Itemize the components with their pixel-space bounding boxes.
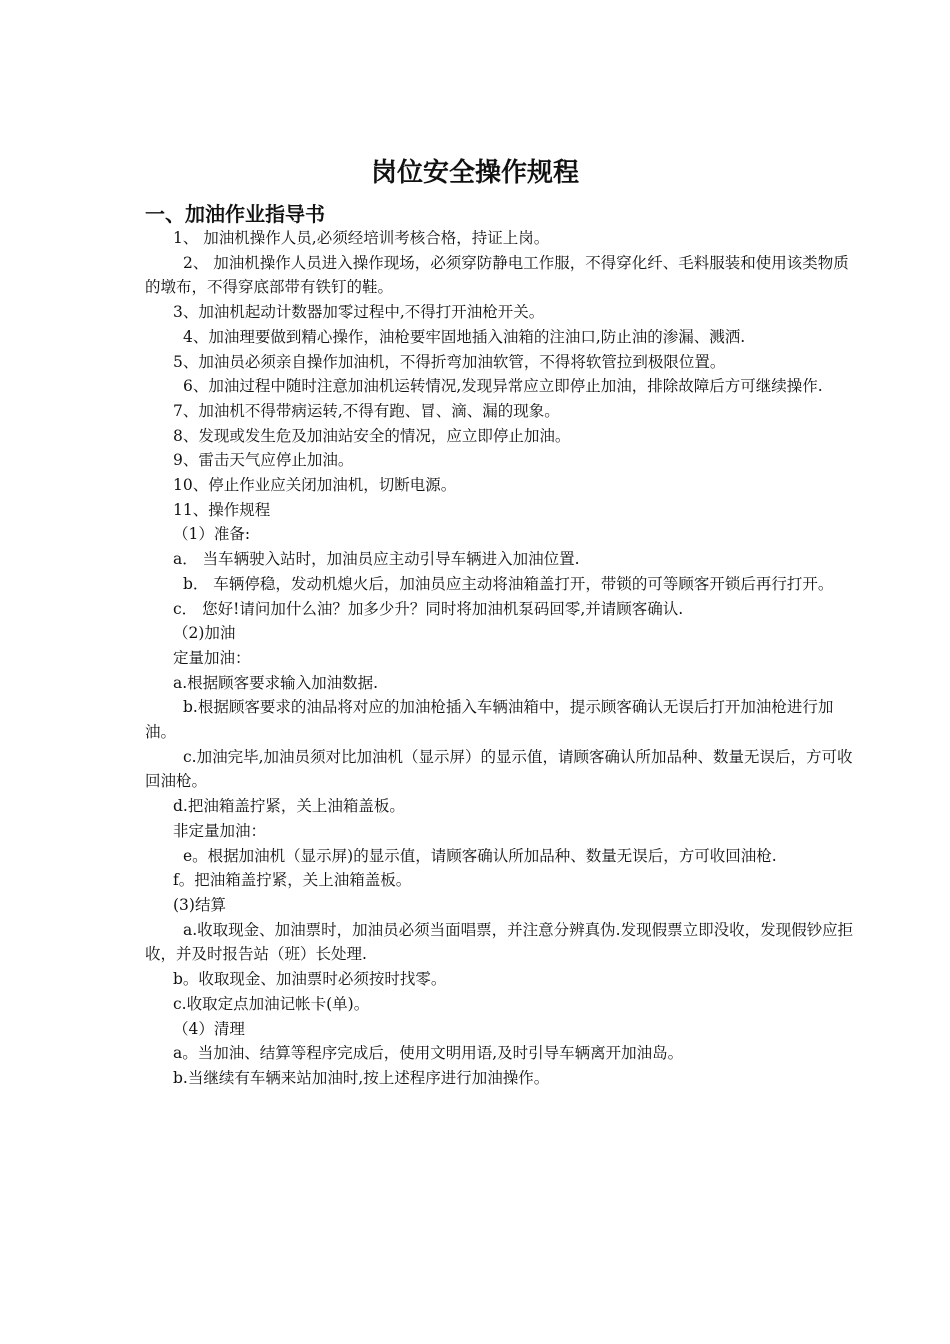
step-refuel-heading: （2)加油: [173, 624, 236, 643]
refuel-step-d: d.把油箱盖拧紧，关上油箱盖板。: [173, 797, 405, 816]
prepare-step-a: a． 当车辆驶入站时，加油员应主动引导车辆进入加油位置.: [173, 550, 580, 569]
prepare-step-c: c． 您好!请问加什么油？加多少升？同时将加油机泵码回零,并请顾客确认.: [173, 599, 684, 618]
refuel-step-b: b.根据顾客要求的油品将对应的加油枪插入车辆油箱中，提示顾客确认无误后打开加油枪进行加油。: [145, 698, 834, 742]
paragraph-item-5: 5、加油员必须亲自操作加油机，不得折弯加油软管，不得将软管拉到极限位置。: [173, 352, 726, 371]
fixed-refuel-heading: 定量加油：: [173, 648, 251, 667]
paragraph-item-6: 6、加油过程中随时注意加油机运转情况,发现异常应立即停止加油，排除故障后方可继续操作.: [183, 377, 823, 396]
paragraph-item-10: 10、停止作业应关闭加油机，切断电源。: [173, 476, 457, 495]
settle-step-a: a.收取现金、加油票时，加油员必须当面唱票，并注意分辨真伪.发现假票立即没收，发现假钞应拒收，并及时报告站（班）长处理.: [145, 920, 854, 964]
settle-step-b: b。收取现金、加油票时必须按时找零。: [173, 970, 447, 989]
prepare-step-b: b． 车辆停稳，发动机熄火后，加油员应主动将油箱盖打开，带锁的可等顾客开锁后再行打开。: [183, 574, 834, 593]
step-settle-heading: (3)结算: [173, 895, 226, 914]
cleanup-step-b: b.当继续有车辆来站加油时,按上述程序进行加油操作。: [173, 1068, 550, 1087]
step-prepare-heading: （1）准备:: [173, 525, 251, 544]
paragraph-item-1: 1、 加油机操作人员,必须经培训考核合格，持证上岗。: [173, 229, 550, 247]
paragraph-item-4: 4、加油理要做到精心操作，油枪要牢固地插入油箱的注油口,防止油的渗漏、溅洒.: [183, 327, 746, 346]
step-cleanup-heading: （4）清理: [173, 1019, 245, 1038]
paragraph-item-11: 11、操作规程: [173, 500, 271, 519]
open-refuel-heading: 非定量加油：: [173, 821, 267, 840]
paragraph-item-8: 8、发现或发生危及加油站安全的情况，应立即停止加油。: [173, 426, 571, 445]
refuel-step-e: e。根据加油机（显示屏)的显示值，请顾客确认所加品种、数量无误后，方可收回油枪.: [183, 846, 777, 865]
document-body: [145, 226, 855, 1091]
refuel-step-c: c.加油完毕,加油员须对比加油机（显示屏）的显示值，请顾客确认所加品种、数量无误后，方可收回油枪。: [145, 747, 853, 791]
cleanup-step-a: a。当加油、结算等程序完成后，使用文明用语,及时引导车辆离开加油岛。: [173, 1044, 684, 1063]
paragraph-item-7: 7、加油机不得带病运转,不得有跑、冒、滴、漏的现象。: [173, 401, 560, 420]
paragraph-item-2: 2、 加油机操作人员进入操作现场，必须穿防静电工作服，不得穿化纤、毛料服装和使用该类物质的墩布，不得穿底部带有铁钉的鞋。: [145, 253, 849, 297]
refuel-step-a: a.根据顾客要求输入加油数据.: [173, 673, 379, 692]
page-title: 岗位安全操作规程: [370, 158, 579, 188]
refuel-step-f: f。把油箱盖拧紧，关上油箱盖板。: [173, 871, 412, 890]
section-heading: 一、加油作业指导书: [145, 202, 325, 226]
settle-step-c: c.收取定点加油记帐卡(单)。: [173, 994, 370, 1013]
paragraph-item-9: 9、雷击天气应停止加油。: [173, 451, 354, 470]
paragraph-item-3: 3、加油机起动计数器加零过程中,不得打开油枪开关。: [173, 303, 545, 322]
